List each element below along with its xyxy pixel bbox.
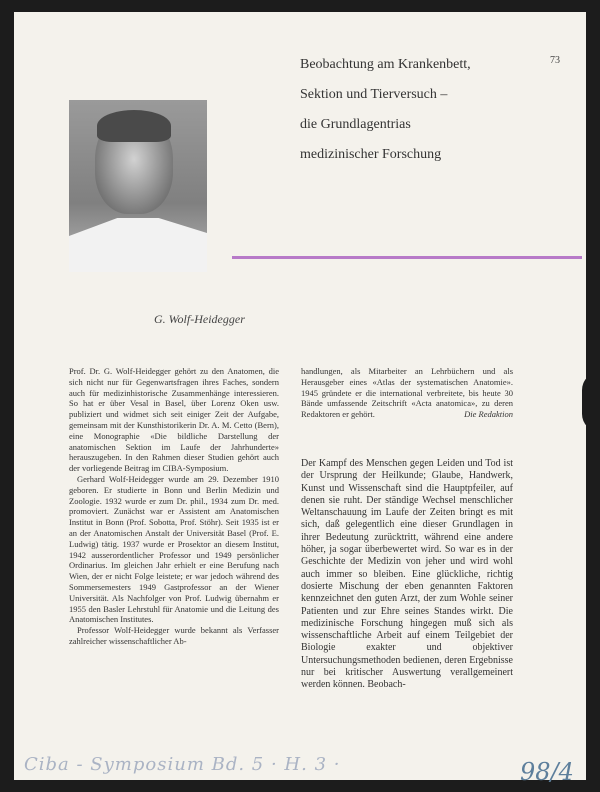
article-body: [301, 458, 513, 692]
article-paragraph-1: Der Kampf des Menschen gegen Leiden und Tod ist der Ursprung der Heilkunde; Glaube, Handwerk, Kunst und Wissenschaft sind die Hauptpfeiler, auf denen sie ruht. Der ständige Wechsel menschlicher Weltanschauung im Laufe der Zeiten bringt es mit sich, daß gelegentlich eine dieser Grundlagen in ihrer Bedeutung zurücktritt, während eine andere höher, ja sogar überbewertet wird. So war es in der Geschichte der Medizin von jeher und wird wohl auch immer so bleiben. Eine glückliche, richtig dosierte Mischung der eben genannten Faktoren kennzeichnet den guten Arzt, der zum Wohle seiner Patienten und zur Ehre seines Standes wirkt. Die medizinische Forschung hingegen muß sich als wissenschaftliche Arbeit auf einem Teilgebiet der Biologie exakter und objektiver Untersuchungsmethoden bedienen, deren Ergebnisse nur bei kritischer Auswertung verallgemeinert werden können. Beobach-: [301, 458, 513, 691]
article-title: [300, 50, 550, 170]
portrait-hair: [97, 110, 171, 142]
document-page: [14, 12, 586, 780]
bio-continuation-text: handlungen, als Mitarbeiter an Lehrbüchern und als Herausgeber eines «Atlas der systematischen Anatomie». 1945 gründete er die international verbreitete, bis heute 30 Bände umfassende Zeitschrift «Acta anatomica», zu deren Redaktoren er gehört.: [301, 366, 513, 420]
author-portrait: [69, 100, 207, 272]
title-line-2: Sektion und Tierversuch –: [300, 87, 448, 102]
title-line-1: Beobachtung am Krankenbett,: [300, 57, 471, 72]
title-line-3: die Grundlagentrias: [300, 117, 411, 132]
title-line-4: medizinischer Forschung: [300, 147, 442, 162]
bio-paragraph-2: Gerhard Wolf-Heidegger wurde am 29. Dezember 1910 geboren. Er studierte in Bonn und Berlin Medizin und Zoologie. 1932 wurde er zum Dr. phil., 1934 zum Dr. med. promoviert. Zunächst war er Assistent am Anatomischen Institut in Bonn (Prof. Sobotta, Prof. Stöhr). Seit 1935 ist er an der Anatomischen Anstalt der Universität Basel (Prof. E. Ludwig) tätig. 1937 wurde er Prosektor an diesem Institut, 1942 ausserordentlicher Professor und 1949 persönlicher Ordinarius. Im gleichen Jahr erhielt er eine Berufung nach Wien, der er nicht Folge leistete; er war jedoch während des Sommersemesters 1949 Gastprofessor an der Wiener Universität. Als Nachfolger von Prof. Ludwig übernahm er 1955 den Basler Lehrstuhl für Anatomie und die Leitung des Anatomischen Institutes.: [69, 473, 279, 625]
accent-rule: [232, 256, 582, 259]
handwritten-number: 98/4: [520, 758, 574, 786]
page-number: 73: [550, 55, 560, 66]
bio-continuation: [301, 366, 513, 420]
bio-paragraph-3: Professor Wolf-Heidegger wurde bekannt als Verfasser zahlreicher wissenschaftlicher Ab-: [69, 625, 279, 646]
right-column-intro: [301, 366, 513, 420]
handwritten-note: Ciba - Symposium Bd. 5 · H. 3 ·: [24, 754, 341, 775]
portrait-coat: [69, 218, 207, 272]
portrait-caption: G. Wolf-Heidegger: [154, 312, 245, 326]
bio-paragraph-1: Prof. Dr. G. Wolf-Heidegger gehört zu den Anatomen, die sich nicht nur für Gegenwartsfragen ihres Faches, sondern auch für medizinhistorische Zusammenhänge interessieren. So hat er über Vesal in Basel, über Lorenz Oken usw. publiziert und widmet sich seit einiger Zeit der Aufgabe, gemeinsam mit der Kunsthistorikerin Dr. A. M. Cetto (Bern), eine Monographie «Die bildliche Darstellung der anatomischen Sektion im Laufe der Jahrhunderte» herauszugeben. In den Rahmen dieser Studien gehört auch der vorliegende Beitrag im CIBA-Symposium.: [69, 366, 279, 474]
editor-signature: Die Redaktion: [464, 409, 513, 420]
left-column: [69, 366, 279, 647]
page-edge-notch: [582, 372, 600, 432]
